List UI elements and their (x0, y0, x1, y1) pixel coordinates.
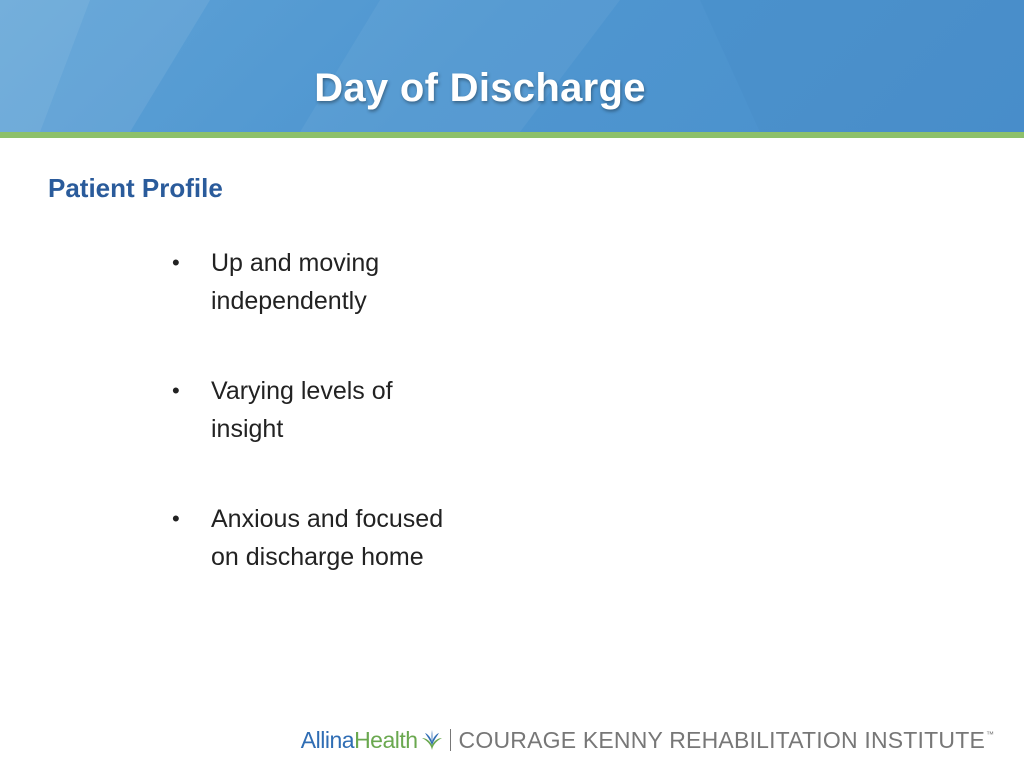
bullet-text-line: on discharge home (211, 543, 424, 571)
bullet-item (170, 244, 500, 320)
bullet-icon: • (172, 250, 180, 275)
allina-leaf-logo-icon (420, 728, 444, 752)
bullet-item (170, 372, 500, 448)
bullet-list (170, 244, 500, 628)
bullet-item (170, 500, 500, 576)
bullet-text-line: Up and moving (211, 249, 380, 277)
footer-logo (301, 724, 994, 756)
section-heading: Patient Profile (48, 173, 223, 203)
bullet-text-line: insight (211, 415, 284, 443)
bullet-text-line: Anxious and focused (211, 505, 444, 533)
header-band (0, 0, 1024, 132)
slide-title: Day of Discharge (314, 66, 646, 110)
bullet-icon: • (172, 506, 180, 531)
logo-trademark: ™ (986, 730, 994, 739)
bullet-text-line: independently (211, 287, 367, 315)
bullet-text-line: Varying levels of (211, 377, 393, 405)
bullet-icon: • (172, 378, 180, 403)
logo-allina-text: Allina (300, 726, 355, 753)
header-accent-rule (0, 132, 1024, 138)
logo-divider (450, 729, 451, 751)
logo-health-text: Health (354, 726, 418, 753)
logo-institute-text: COURAGE KENNY REHABILITATION INSTITUTE (458, 726, 985, 753)
